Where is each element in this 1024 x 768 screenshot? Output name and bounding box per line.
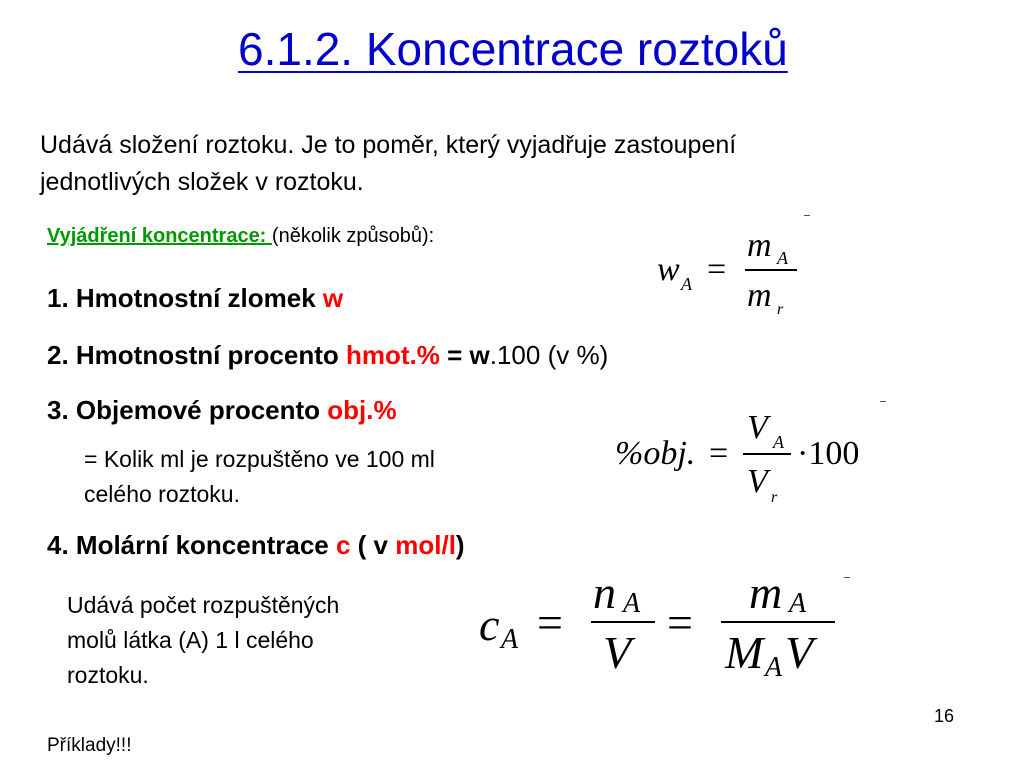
item-label: 2. Hmotnostní procento xyxy=(47,340,346,370)
item-symbol: w xyxy=(322,283,344,313)
formula-denominator-2: M xyxy=(725,627,764,678)
formula-numerator-sub: A xyxy=(777,248,788,268)
item-mid: ( v xyxy=(350,530,396,560)
molar-note-line-2: molů látka (A) 1 l celého xyxy=(67,627,314,653)
formula-numerator-2: m xyxy=(749,572,783,618)
mass-fraction-formula xyxy=(655,218,815,318)
volume-note xyxy=(84,442,435,512)
equals-sign: = xyxy=(707,251,727,288)
formula-numerator-2-sub: A xyxy=(789,588,807,619)
molar-note xyxy=(67,588,339,693)
formula-factor: ·100 xyxy=(797,435,860,472)
formula-denominator-2-tail: V xyxy=(785,627,814,678)
item-molarity xyxy=(47,530,465,561)
marker-tick xyxy=(880,401,886,402)
page-title: 6.1.2. Koncentrace roztoků xyxy=(238,23,788,75)
item-tail-normal: .100 (v %) xyxy=(489,340,609,370)
footer-text: Příklady!!! xyxy=(47,735,132,756)
marker-tick xyxy=(844,577,850,578)
item-label: 1. Hmotnostní zlomek xyxy=(47,283,323,313)
subheading-label: Vyjádření koncentrace: xyxy=(47,225,272,247)
volume-note-line-1: = Kolik ml je rozpuštěno ve 100 ml xyxy=(84,446,435,472)
equals-sign: = xyxy=(537,597,563,648)
formula-denominator: m xyxy=(747,277,772,314)
formula-lhs-sub: A xyxy=(501,624,519,655)
intro-text xyxy=(40,127,736,201)
item-symbol: c xyxy=(335,530,351,560)
formula-denominator-1: V xyxy=(603,627,632,678)
item-volume-percent xyxy=(47,395,397,426)
formula-lhs-sub: A xyxy=(681,274,692,294)
formula-denominator-2-sub: A xyxy=(765,652,783,683)
formula-denominator: V xyxy=(747,463,768,500)
intro-line-1: Udává složení roztoku. Je to poměr, který vyjadřuje zastoupení xyxy=(40,131,737,159)
intro-line-2: jednotlivých složek v roztoku. xyxy=(40,168,364,196)
volume-percent-formula xyxy=(613,402,883,512)
formula-numerator-1: n xyxy=(593,572,616,618)
formula-lhs: w xyxy=(657,251,680,288)
formula-numerator: V xyxy=(747,409,768,446)
item-tail: = w xyxy=(439,340,490,370)
equals-sign: = xyxy=(709,435,729,472)
molarity-formula xyxy=(475,572,855,687)
marker-tick xyxy=(804,215,810,216)
slide-number: 16 xyxy=(933,706,954,726)
molar-note-line-3: roztoku. xyxy=(67,662,149,688)
molar-note-line-1: Udává počet rozpuštěných xyxy=(67,592,340,618)
item-unit: mol/l xyxy=(395,530,456,560)
formula-numerator-1-sub: A xyxy=(623,588,641,619)
subheading-rest: (několik způsobů): xyxy=(271,225,435,247)
item-mass-percent xyxy=(47,340,608,371)
item-end: ) xyxy=(455,530,465,560)
formula-numerator: m xyxy=(747,227,772,264)
subheading xyxy=(47,225,434,248)
equals-sign-2: = xyxy=(667,597,693,648)
item-symbol: obj.% xyxy=(327,395,397,425)
volume-note-line-2: celého roztoku. xyxy=(84,481,240,507)
formula-lhs: c xyxy=(479,599,500,650)
formula-denominator-sub: r xyxy=(777,301,784,318)
formula-denominator-sub: r xyxy=(771,489,778,506)
item-label: 3. Objemové procento xyxy=(47,395,328,425)
item-symbol: hmot.% xyxy=(346,340,440,370)
formula-numerator-sub: A xyxy=(773,432,784,452)
item-mass-fraction xyxy=(47,283,343,314)
formula-lhs: %obj. xyxy=(615,435,696,472)
item-label: 4. Molární koncentrace xyxy=(47,530,336,560)
